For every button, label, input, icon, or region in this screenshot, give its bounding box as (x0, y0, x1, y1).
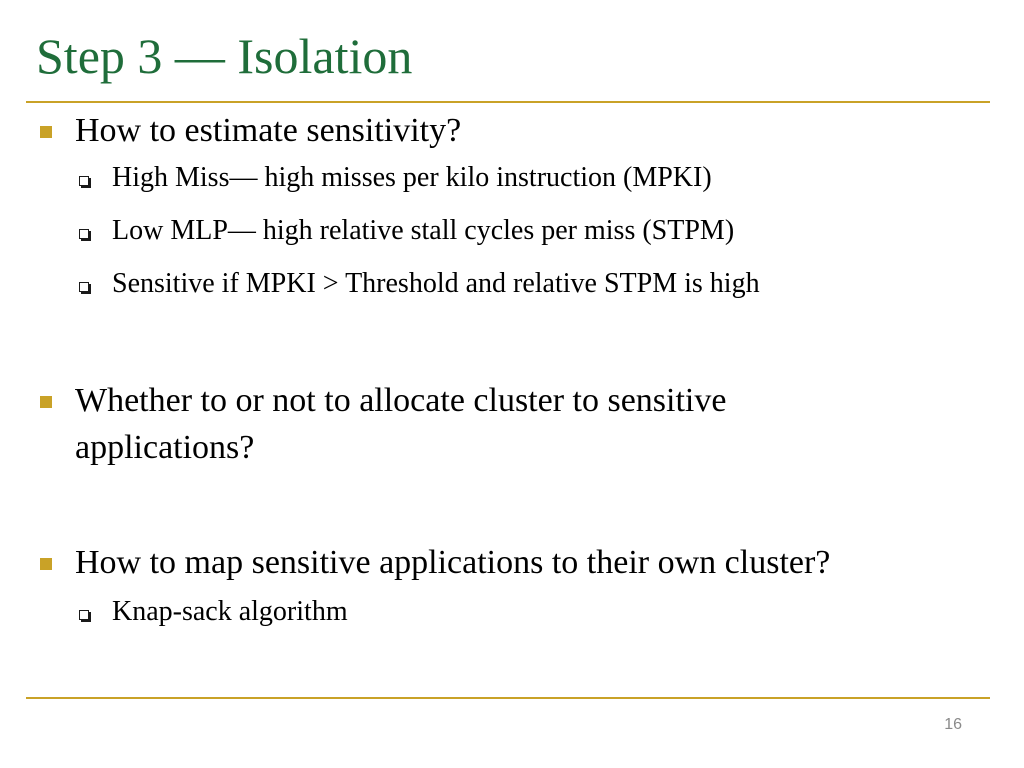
filled-square-bullet-icon (40, 126, 52, 138)
bullet-item (0, 107, 895, 154)
bullet-text: Whether to or not to allocate cluster to sensitive applications? (75, 382, 727, 466)
bullet-item (0, 377, 895, 471)
title-divider (26, 101, 990, 103)
slide-title: Step 3 — Isolation (36, 28, 413, 84)
bullet-group-1 (0, 107, 1024, 302)
hollow-square-bullet-icon (79, 282, 89, 292)
bullet-item (0, 539, 895, 586)
filled-square-bullet-icon (40, 396, 52, 408)
bullet-group-2 (0, 377, 1024, 471)
bullet-text: How to estimate sensitivity? (75, 112, 462, 149)
hollow-square-bullet-icon (79, 610, 89, 620)
footer-divider (26, 697, 990, 699)
sub-bullet-item (0, 213, 1024, 249)
sub-bullet-item (0, 266, 1024, 302)
sub-bullet-item (0, 160, 1024, 196)
sub-bullet-item (0, 594, 1024, 630)
sub-bullet-text: Knap-sack algorithm (112, 596, 348, 627)
sub-bullet-text: Low MLP— high relative stall cycles per miss (STPM) (112, 215, 735, 246)
hollow-square-bullet-icon (79, 176, 89, 186)
sub-bullet-text: High Miss— high misses per kilo instruction (MPKI) (112, 162, 712, 193)
sub-bullet-text: Sensitive if MPKI > Threshold and relative STPM is high (112, 268, 760, 299)
page-number: 16 (944, 716, 962, 733)
bullet-group-3 (0, 539, 1024, 630)
filled-square-bullet-icon (40, 558, 52, 570)
bullet-text: How to map sensitive applications to their own cluster? (75, 544, 831, 581)
hollow-square-bullet-icon (79, 229, 89, 239)
